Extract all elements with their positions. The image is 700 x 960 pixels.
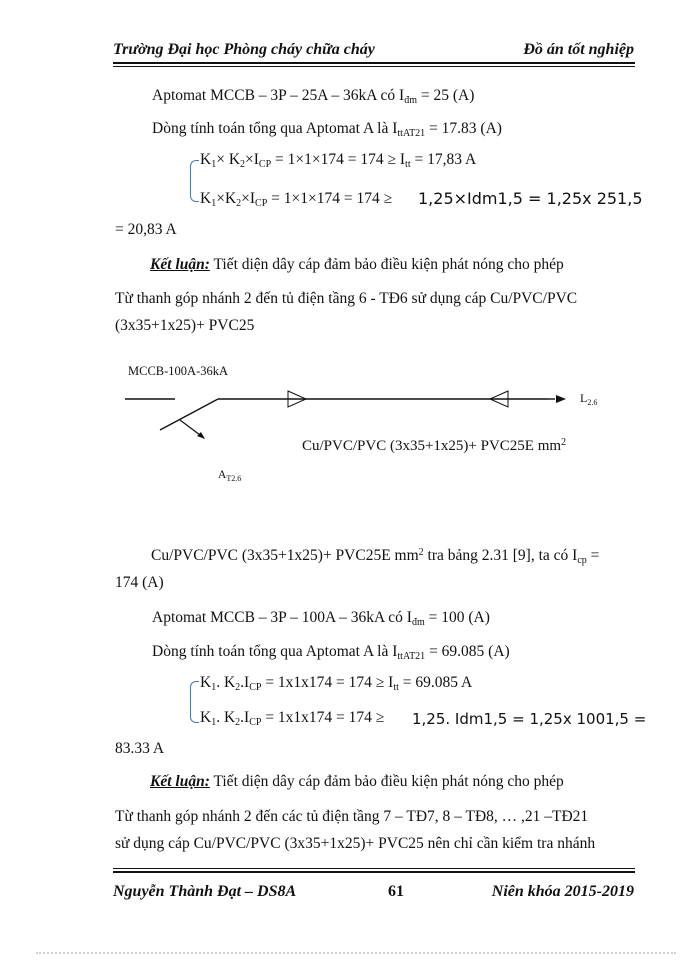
condition-equation-3: $K_1$. $K_2.I_{CP} = 1x1x174 = 174 \ge I_{tt} = 69.085$ A [200,674,473,693]
breaker-id-label: $A_{T2.6}$ [218,469,242,483]
current-69-line: Dòng tính toán tổng qua Aptomat A là $I_{ttAT21} = 69.085$ (A) [152,643,510,662]
aptomat-100a-line: Aptomat MCCB – 3P – 100A – 36kA có $I_{đm} = 100$ (A) [152,609,490,628]
cable-spec-label: Cu/PVC/PVC (3x35+1x25)+ PVC25E $mm^2$ [302,437,567,454]
condition-equation-4: $K_1$. $K_2.I_{CP} = 1x1x174 = 174$ ≥ [200,709,385,728]
footer-rule-thin [113,868,635,869]
header-rule-thick [113,62,635,64]
cable-table-lookup-line: Cu/PVC/PVC (3x35+1x25)+ PVC25E $mm^2$ tra bảng 2.31 [9], ta có $I_{cp}$ = [151,547,600,566]
scan-edge-dots [36,952,676,954]
footer-page-number: 61 [388,883,404,900]
equation-brace [190,160,199,202]
header-school-name: Trường Đại học Phòng cháy chữa cháy [113,41,375,58]
condition-equation-2: $K_1\times K_2\times I_{CP} = 1\times 1\times 174 = 174$ ≥ [200,190,393,209]
condition-equation-1: $K_1\times K_2\times I_{CP} = 1\times 1\times 174 = 174 \ge I_{tt} = 17,83$ A [200,151,477,170]
condition-result: = 20,83 A [115,221,177,238]
cable-paragraph-line-2: (3x35+1x25)+ PVC25 [115,317,255,334]
condition-formula-2: 1,25×Idm1,5 = 1,25x 251,5 [418,189,643,208]
footer-author: Nguyễn Thành Đạt – DS8A [113,883,297,900]
current-17-line: Dòng tính toán tổng qua Aptomat A là $I_{ttAT21} = 17.83$ (A) [152,120,502,139]
cable-paragraph-line-1: Từ thanh góp nhánh 2 đến tủ điện tầng 6 - TĐ6 sử dụng cáp Cu/PVC/PVC [115,290,578,307]
header-document-type: Đồ án tốt nghiệp [523,41,634,58]
breaker-label: MCCB-100A-36kA [128,364,229,378]
footer-rule-thick [113,871,635,873]
floors-paragraph-line-2: sử dụng cáp Cu/PVC/PVC (3x35+1x25)+ PVC25 nên chỉ cần kiểm tra nhánh [115,835,596,852]
equation-brace-2 [190,681,199,723]
aptomat-25a-line: Aptomat MCCB – 3P – 25A – 36kA có $I_{đm} = 25$ (A) [152,87,475,106]
floors-paragraph-line-1: Từ thanh góp nhánh 2 đến các tủ điện tầng 7 – TĐ7, 8 – TĐ8, … ,21 –TĐ21 [115,808,589,825]
breaker-contact [160,399,218,430]
conclusion-2: Kết luận: Tiết diện dây cáp đảm bảo điều kiện phát nóng cho phép [150,773,564,790]
footer-academic-years: Niên khóa 2015-2019 [491,883,634,900]
cable-table-lookup-value: 174 (A) [115,574,164,591]
header-rule-thin [113,66,635,67]
condition-result-2: 83.33 A [115,740,165,757]
load-label: $L_{2.6}$ [580,391,598,407]
condition-formula-4: 1,25. Idm1,5 = 1,25x 1001,5 = [412,710,647,728]
conclusion-1: Kết luận: Tiết diện dây cáp đảm bảo điều kiện phát nóng cho phép [150,256,564,273]
load-arrow [556,395,566,403]
